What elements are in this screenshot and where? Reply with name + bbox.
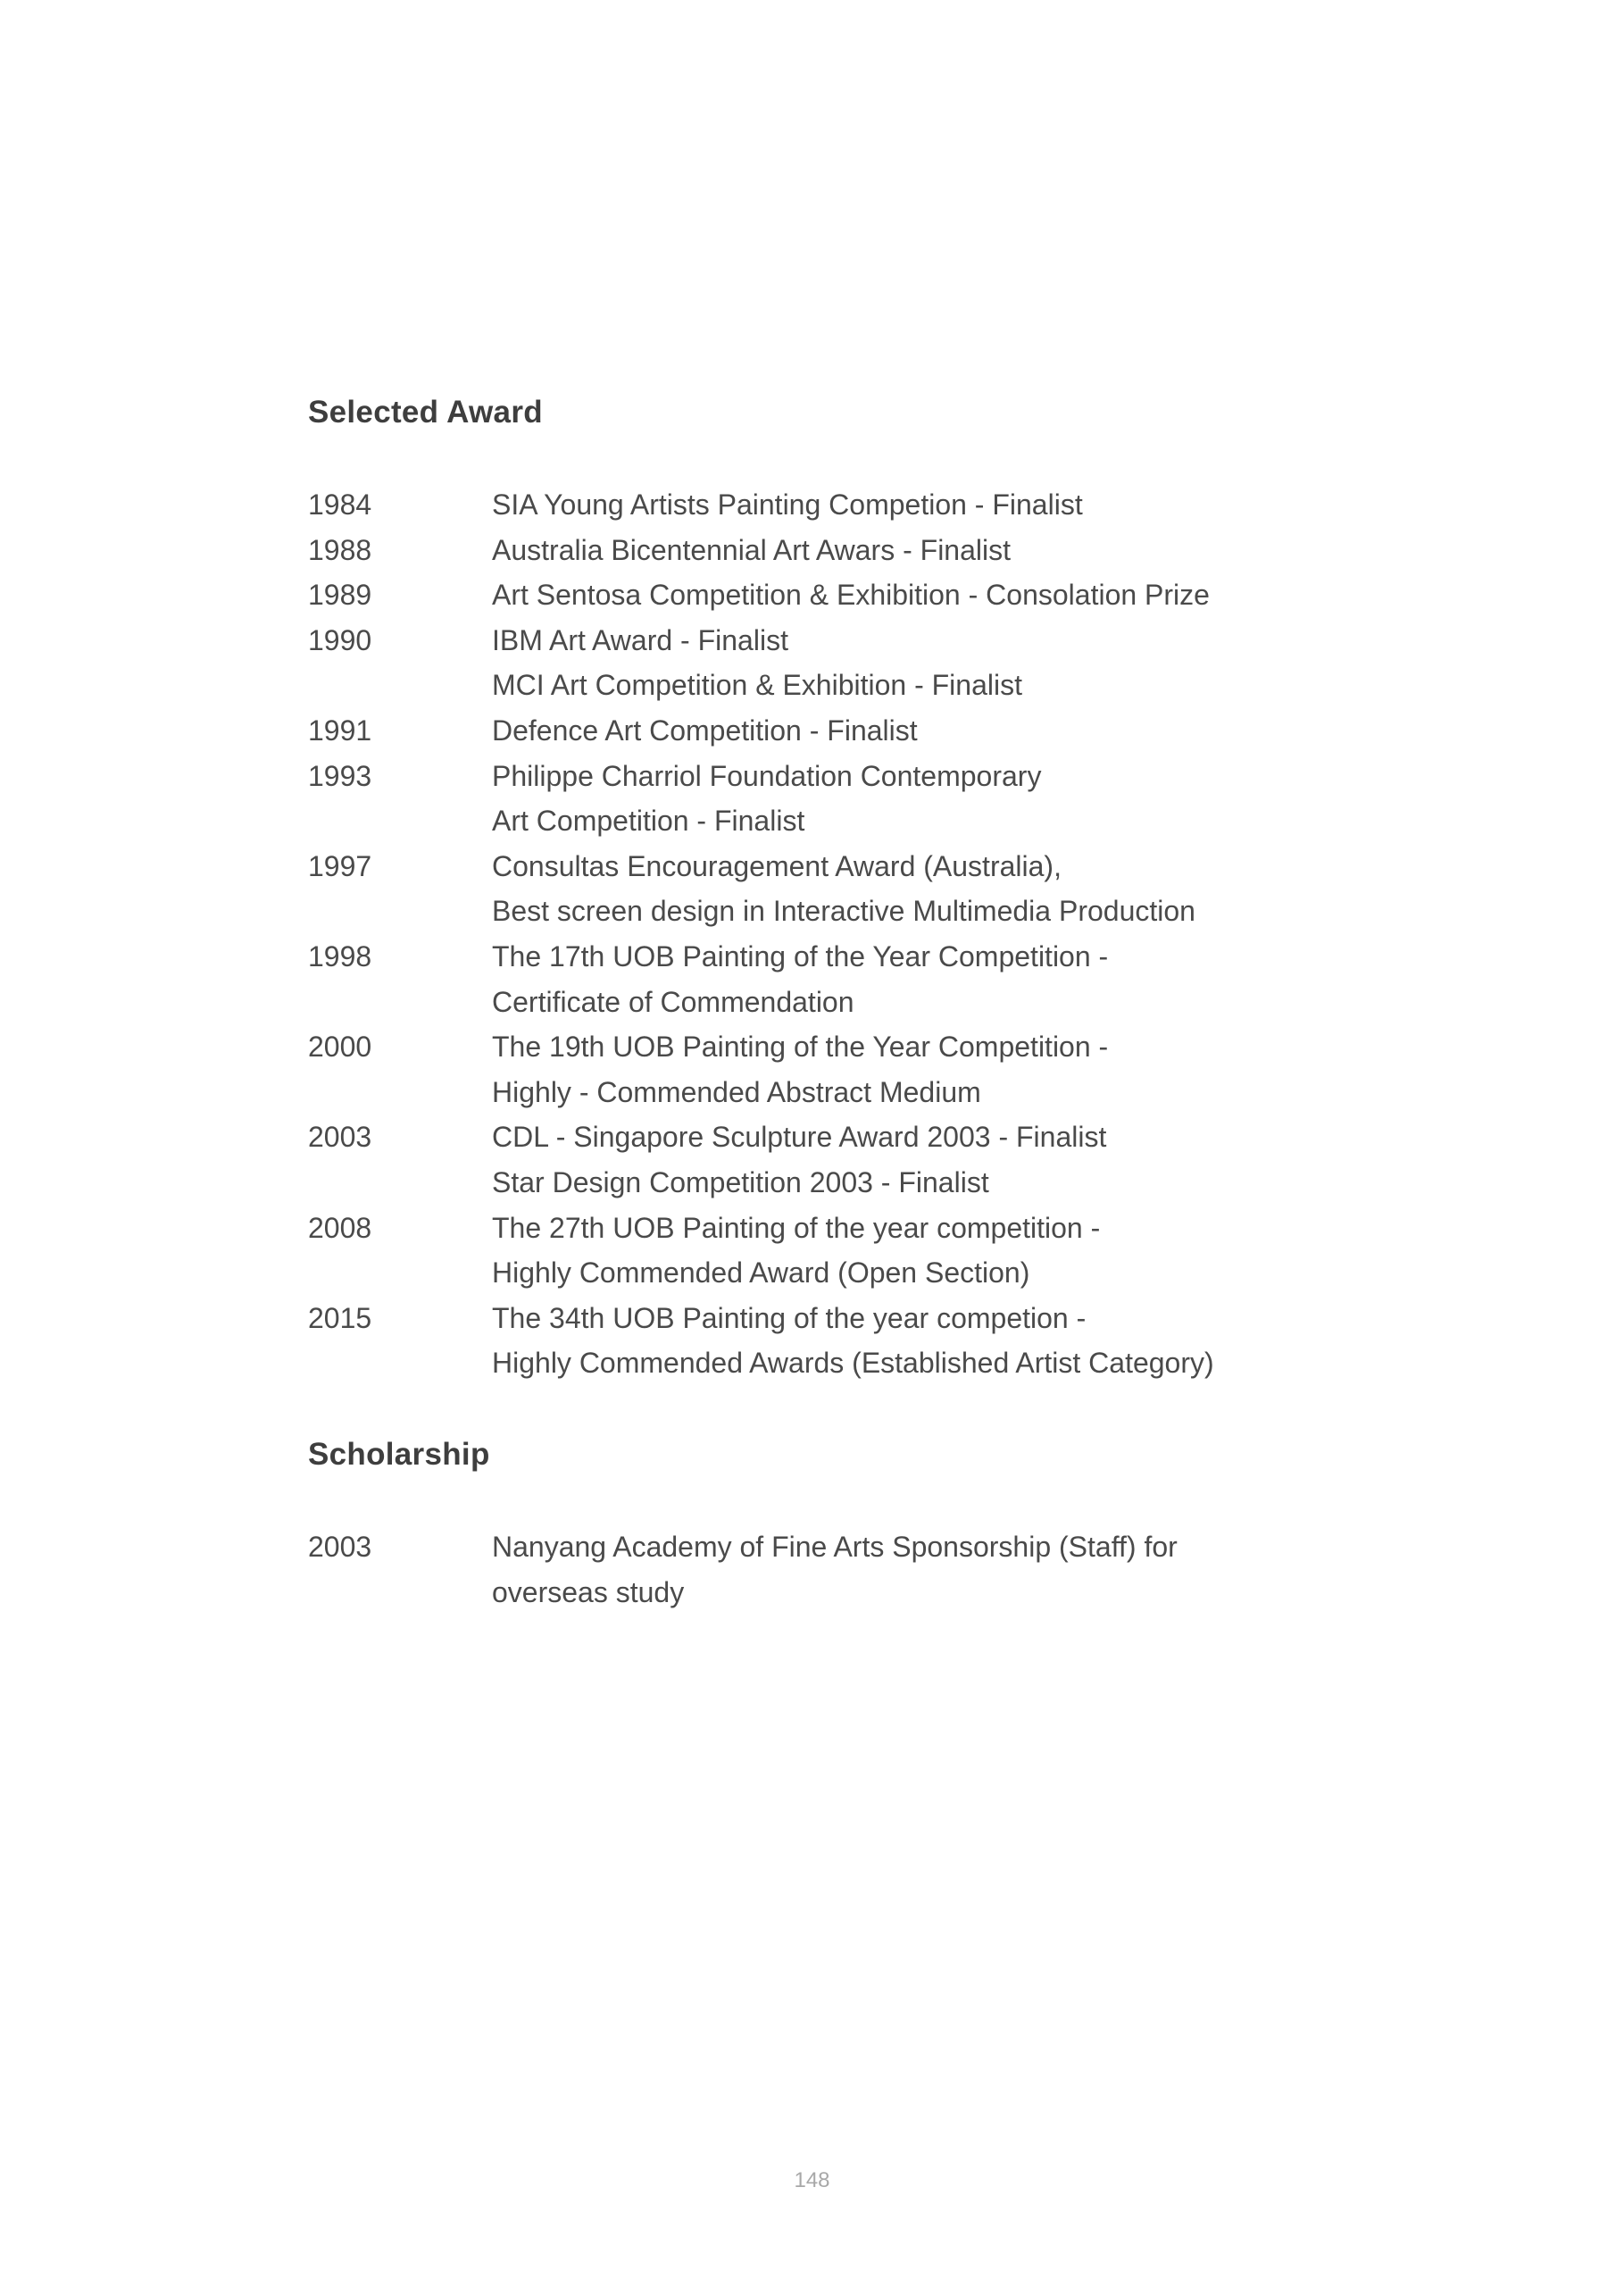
award-entry <box>308 572 1214 618</box>
award-description: CDL - Singapore Sculpture Award 2003 - Finalist <box>492 1121 1107 1154</box>
award-entry <box>308 1114 1214 1205</box>
award-description: Certificate of Commendation <box>492 985 854 1018</box>
award-year: 2015 <box>308 1301 372 1334</box>
award-year: 1997 <box>308 849 372 882</box>
award-description: Highly - Commended Abstract Medium <box>492 1075 981 1108</box>
award-entry <box>308 934 1214 1024</box>
award-description: Art Competition - Finalist <box>492 805 805 838</box>
scholarship-description: overseas study <box>492 1575 685 1608</box>
award-year: 2003 <box>308 1121 372 1154</box>
award-entry <box>308 844 1214 934</box>
award-entry <box>308 1206 1214 1296</box>
award-entry <box>308 754 1214 844</box>
award-year: 1993 <box>308 759 372 792</box>
award-year: 2000 <box>308 1031 372 1064</box>
award-entry <box>308 1296 1214 1386</box>
award-description: The 34th UOB Painting of the year competion - <box>492 1301 1087 1334</box>
award-description: Highly Commended Award (Open Section) <box>492 1256 1030 1290</box>
award-year: 1984 <box>308 488 372 521</box>
award-description: MCI Art Competition & Exhibition - Finalist <box>492 669 1022 702</box>
award-description: Best screen design in Interactive Multimedia Production <box>492 895 1195 928</box>
scholarship-year: 2003 <box>308 1531 372 1563</box>
award-year: 2008 <box>308 1211 372 1244</box>
award-description: Art Sentosa Competition & Exhibition - Consolation Prize <box>492 579 1210 612</box>
award-entry <box>308 1024 1214 1114</box>
award-year: 1991 <box>308 714 372 747</box>
award-entry <box>308 618 1214 708</box>
award-description: The 17th UOB Painting of the Year Competition - <box>492 939 1109 973</box>
scholarship-list <box>308 1524 1178 1615</box>
scholarship-description: Nanyang Academy of Fine Arts Sponsorship (Staff) for <box>492 1531 1178 1563</box>
award-description: Defence Art Competition - Finalist <box>492 714 918 747</box>
award-description: Australia Bicentennial Art Awars - Finalist <box>492 533 1011 566</box>
award-year: 1998 <box>308 939 372 973</box>
award-description: IBM Art Award - Finalist <box>492 623 788 656</box>
award-year: 1990 <box>308 623 372 656</box>
award-entry <box>308 708 1214 754</box>
award-entry <box>308 528 1214 573</box>
award-description: SIA Young Artists Painting Competion - Finalist <box>492 488 1083 521</box>
award-description: The 19th UOB Painting of the Year Competition - <box>492 1031 1109 1064</box>
awards-list <box>308 482 1214 1386</box>
award-entry <box>308 482 1214 528</box>
award-description: Star Design Competition 2003 - Finalist <box>492 1165 989 1198</box>
award-description: Consultas Encouragement Award (Australia), <box>492 849 1062 882</box>
scholarship-entry <box>308 1524 1178 1615</box>
page-number: 148 <box>794 2168 830 2192</box>
award-year: 1988 <box>308 533 372 566</box>
selected-award-heading: Selected Award <box>308 395 543 430</box>
award-year: 1989 <box>308 579 372 612</box>
award-description: The 27th UOB Painting of the year competition - <box>492 1211 1101 1244</box>
award-description: Highly Commended Awards (Established Artist Category) <box>492 1347 1214 1380</box>
award-description: Philippe Charriol Foundation Contemporary <box>492 759 1042 792</box>
scholarship-heading: Scholarship <box>308 1437 490 1472</box>
